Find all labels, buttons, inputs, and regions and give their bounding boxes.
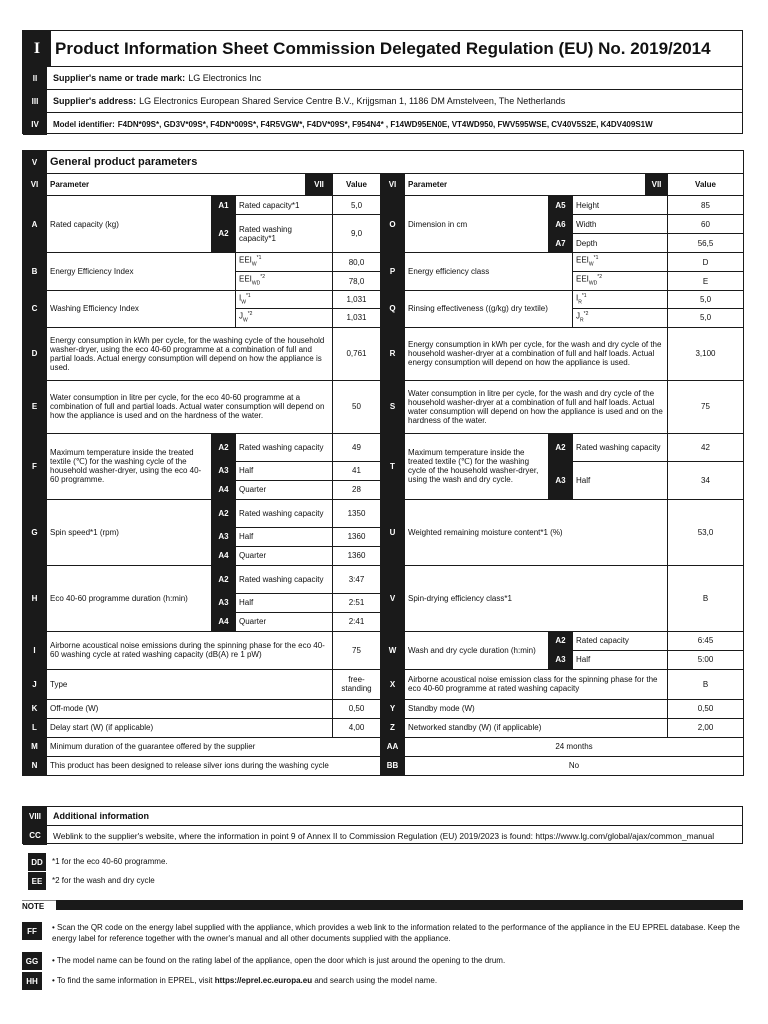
param-value: 24 months [405, 737, 744, 756]
param-value: E [668, 272, 744, 291]
param-value: 5,0 [668, 309, 744, 327]
param-key: S [381, 380, 405, 433]
param-key: B [23, 253, 47, 291]
sub-code: A2 [549, 433, 573, 461]
param-key: U [381, 499, 405, 565]
param-value: 41 [333, 461, 381, 480]
param-value: 2,00 [668, 718, 744, 737]
param-value: 28 [333, 480, 381, 499]
param-key: I [23, 631, 47, 669]
sub-name: Half [236, 527, 333, 546]
title-tag: I [23, 31, 51, 66]
eprel-link[interactable]: https://eprel.ec.europa.eu [214, 976, 313, 985]
param-label: Energy consumption in kWh per cycle, for the washing cycle of the household washer-dryer, using the eco 40-60 programme at a combination of full and partial loads. Actual energy consumption will depend on how the appliance is used. [47, 327, 333, 380]
page-title: Product Information Sheet Commission Delegated Regulation (EU) No. 2019/2014 [55, 38, 711, 58]
model-identifier-row [23, 113, 742, 135]
sub-code: A3 [212, 593, 236, 612]
sub-code: A2 [212, 215, 236, 253]
param-value: 9,0 [333, 215, 381, 253]
row-tag: IV [23, 113, 47, 135]
col-value-header: Value [668, 174, 744, 196]
sub-name: Rated washing capacity*1 [236, 215, 333, 253]
param-value: 3,100 [668, 327, 744, 380]
param-key: W [381, 631, 405, 669]
param-value: 5:00 [668, 650, 744, 669]
param-label: Weighted remaining moisture content*1 (%) [405, 499, 668, 565]
model-identifier-label: Model identifier: [53, 119, 115, 129]
param-value: free-standing [333, 669, 381, 699]
footnote-text: *2 for the wash and dry cycle [52, 876, 155, 885]
param-label: Eco 40-60 programme duration (h:min) [47, 565, 212, 631]
param-value: 1360 [333, 546, 381, 565]
param-key: C [23, 291, 47, 328]
param-value: 85 [668, 196, 744, 215]
note-text [52, 975, 743, 986]
col-parameter-header: Parameter [405, 174, 646, 196]
note-tag: HH [22, 972, 42, 990]
sub-code: A1 [212, 196, 236, 215]
title-row [23, 31, 742, 67]
sub-name: Half [573, 461, 668, 499]
param-label: Delay start (W) (if applicable) [47, 718, 333, 737]
param-key: T [381, 433, 405, 499]
note-tag: GG [22, 952, 42, 970]
param-value: 53,0 [668, 499, 744, 565]
param-value: 3:47 [333, 565, 381, 593]
col-tag: VI [381, 174, 405, 196]
param-label: Rinsing effectiveness ((g/kg) dry textile) [405, 291, 573, 328]
sub-code: A4 [212, 546, 236, 565]
sub-name: Rated washing capacity [236, 565, 333, 593]
col-vii: VII [306, 174, 333, 196]
note-text-after: and search using the model name. [312, 976, 438, 985]
sub-code: A4 [212, 480, 236, 499]
note-tag: FF [22, 922, 42, 940]
sub-name: Quarter [236, 546, 333, 565]
sub-code: A3 [549, 650, 573, 669]
sub-name: $I_W^{*1}$ [236, 291, 333, 309]
sub-code: A6 [549, 215, 573, 234]
sub-code: A2 [212, 565, 236, 593]
supplier-address-value: LG Electronics European Shared Service Centre B.V., Krijgsman 1, 1186 DM Amstelveen, The Netherlands [139, 96, 566, 106]
param-value: B [668, 565, 744, 631]
sub-name: Quarter [236, 480, 333, 499]
param-value: B [668, 669, 744, 699]
param-value: 49 [333, 433, 381, 461]
param-label: Type [47, 669, 333, 699]
supplier-address-label: Supplier's address: [53, 96, 137, 106]
param-label: Energy Efficiency Index [47, 253, 236, 291]
model-identifier-value: F4DN*09S*, GD3V*09S*, F4DN*009S*, F4R5VGW*, F4DV*09S*, F954N4* , F14WD95EN0E, VT4WD950, FWV595WSE, CV40V5S2E, K4DV409S1W [117, 119, 653, 129]
sub-name: Depth [573, 234, 668, 253]
param-label: Dimension in cm [405, 196, 549, 253]
row-tag: III [23, 90, 47, 112]
note-text: • The model name can be found on the rating label of the appliance, open the door which is just around the opening to the drum. [52, 956, 506, 965]
sub-code: A2 [212, 433, 236, 461]
param-key: L [23, 718, 47, 737]
footnote-text: *1 for the eco 40-60 programme. [52, 857, 168, 866]
param-key: H [23, 565, 47, 631]
param-label: Energy efficiency class [405, 253, 573, 291]
sub-code: A3 [212, 461, 236, 480]
sub-code: A5 [549, 196, 573, 215]
param-value: 6:45 [668, 631, 744, 650]
param-label: Water consumption in litre per cycle, for the wash and dry cycle of the household washer-dryer at a combination of full and half loads. Actual water consumption will depend on how the appliance is used and on the hardness of the water. [405, 380, 668, 433]
param-key: A [23, 196, 47, 253]
param-label: Maximum temperature inside the treated textile (℃) for the washing cycle of the household washer-dryer, using the wash and dry cycle. [405, 433, 549, 499]
param-label: Networked standby (W) (if applicable) [405, 718, 668, 737]
sub-code: A2 [549, 631, 573, 650]
header-block [22, 30, 743, 134]
sub-name: Height [573, 196, 668, 215]
supplier-name-value: LG Electronics Inc [188, 73, 262, 83]
param-key: E [23, 380, 47, 433]
col-value-header: Value [333, 174, 381, 196]
sub-name: Half [573, 650, 668, 669]
param-key: G [23, 499, 47, 565]
note-bar [56, 900, 743, 910]
sub-name: $EEI_W^{*1}$ [236, 253, 333, 272]
param-value: 5,0 [668, 291, 744, 309]
note-text: • Scan the QR code on the energy label supplied with the appliance, which provides a web link to the information related to the performance of the appliance in the EU EPREL database. Keep the energy label for reference together with the owner's manual and all other documents supplied with the appliance. [52, 923, 740, 943]
param-value: 1350 [333, 499, 381, 527]
param-value: 78,0 [333, 272, 381, 291]
param-key: O [381, 196, 405, 253]
param-label: Airborne acoustical noise emission class for the spinning phase for the eco 40-60 programme at rated washing capacity [405, 669, 668, 699]
sub-name: Half [236, 593, 333, 612]
sub-name: Rated washing capacity [573, 433, 668, 461]
param-key: BB [381, 756, 405, 775]
supplier-address-row [23, 90, 742, 113]
param-key: V [381, 565, 405, 631]
footnote-tag: DD [28, 853, 46, 871]
footnote-tag: EE [28, 872, 46, 890]
param-key: AA [381, 737, 405, 756]
sub-name: Rated washing capacity [236, 499, 333, 527]
section-title: General product parameters [47, 151, 744, 174]
sub-name: $EEI_{WD}^{*2}$ [573, 272, 668, 291]
note-section [22, 898, 743, 994]
param-label: Energy consumption in kWh per cycle, for the wash and dry cycle of the household washer-dryer at a combination of full and half loads. Actual energy consumption will depend on how the appliance is used. [405, 327, 668, 380]
param-label: This product has been designed to release silver ions during the washing cycle [47, 756, 381, 775]
param-value: 1360 [333, 527, 381, 546]
supplier-weblink-text: Weblink to the supplier's website, where the information in point 9 of Annex II to Commission Regulation (EU) 2019/2023 is found: https://www.lg.com/global/ajax/common_manual [53, 830, 715, 841]
param-key: J [23, 669, 47, 699]
param-key: N [23, 756, 47, 775]
sub-name: $EEI_W^{*1}$ [573, 253, 668, 272]
sub-name: $EEI_{WD}^{*2}$ [236, 272, 333, 291]
param-value: 1,031 [333, 291, 381, 309]
param-label: Washing Efficiency Index [47, 291, 236, 328]
sub-name: Half [236, 461, 333, 480]
note-text-before: • To find the same information in EPREL, visit [52, 976, 215, 985]
supplier-name-row [23, 67, 742, 90]
param-value: 75 [333, 631, 381, 669]
param-label: Spin-drying efficiency class*1 [405, 565, 668, 631]
sub-name: $J_R^{*2}$ [573, 309, 668, 327]
param-value: 0,761 [333, 327, 381, 380]
sub-code: A4 [212, 612, 236, 631]
param-value: 5,0 [333, 196, 381, 215]
param-label: Water consumption in litre per cycle, for the eco 40-60 programme at a combination of full and partial loads. Actual water consumption will depend on how the appliance is used and on the hardness of the water. [47, 380, 333, 433]
param-value: 50 [333, 380, 381, 433]
param-label: Spin speed*1 (rpm) [47, 499, 212, 565]
col-vii: VII [646, 174, 668, 196]
param-label: Standby mode (W) [405, 699, 668, 718]
param-value: D [668, 253, 744, 272]
param-value: 75 [668, 380, 744, 433]
param-value: 60 [668, 215, 744, 234]
param-key: Z [381, 718, 405, 737]
row-tag: II [23, 67, 47, 89]
row-tag: CC [23, 826, 47, 845]
param-value: 0,50 [668, 699, 744, 718]
sub-name: Rated capacity [573, 631, 668, 650]
param-value: 4,00 [333, 718, 381, 737]
additional-info-block [22, 806, 743, 844]
param-value: No [405, 756, 744, 775]
sub-code: A3 [549, 461, 573, 499]
param-key: Y [381, 699, 405, 718]
param-value: 0,50 [333, 699, 381, 718]
param-value: 42 [668, 433, 744, 461]
sub-name: Rated capacity*1 [236, 196, 333, 215]
param-key: Q [381, 291, 405, 328]
param-value: 2:51 [333, 593, 381, 612]
param-key: F [23, 433, 47, 499]
param-label: Minimum duration of the guarantee offered by the supplier [47, 737, 381, 756]
col-parameter-header: Parameter [47, 174, 306, 196]
section-tag: V [23, 151, 47, 174]
param-key: D [23, 327, 47, 380]
section-tag: VIII [23, 807, 47, 825]
param-label: Wash and dry cycle duration (h:min) [405, 631, 549, 669]
param-key: K [23, 699, 47, 718]
param-value: 80,0 [333, 253, 381, 272]
sub-name: $I_R^{*1}$ [573, 291, 668, 309]
supplier-name-label: Supplier's name or trade mark: [53, 73, 186, 83]
param-key: X [381, 669, 405, 699]
sub-code: A2 [212, 499, 236, 527]
general-parameters-table [22, 150, 743, 776]
param-value: 56,5 [668, 234, 744, 253]
param-key: P [381, 253, 405, 291]
param-label: Maximum temperature inside the treated textile (℃) for the washing cycle of the household washer-dryer, using the eco 40-60 programme. [47, 433, 212, 499]
sub-name: Quarter [236, 612, 333, 631]
param-label: Airborne acoustical noise emissions during the spinning phase for the eco 40-60 washing cycle at rated washing capacity (dB(A) re 1 pW) [47, 631, 333, 669]
param-key: R [381, 327, 405, 380]
sub-code: A7 [549, 234, 573, 253]
additional-info-title: Additional information [53, 811, 149, 821]
note-title: NOTE [22, 902, 45, 911]
sub-name: $J_W^{*2}$ [236, 309, 333, 327]
param-label: Rated capacity (kg) [47, 196, 212, 253]
sub-name: Rated washing capacity [236, 433, 333, 461]
param-value: 2:41 [333, 612, 381, 631]
param-key: M [23, 737, 47, 756]
sub-name: Width [573, 215, 668, 234]
param-value: 34 [668, 461, 744, 499]
param-value: 1,031 [333, 309, 381, 327]
param-label: Off-mode (W) [47, 699, 333, 718]
col-tag: VI [23, 174, 47, 196]
sub-code: A3 [212, 527, 236, 546]
